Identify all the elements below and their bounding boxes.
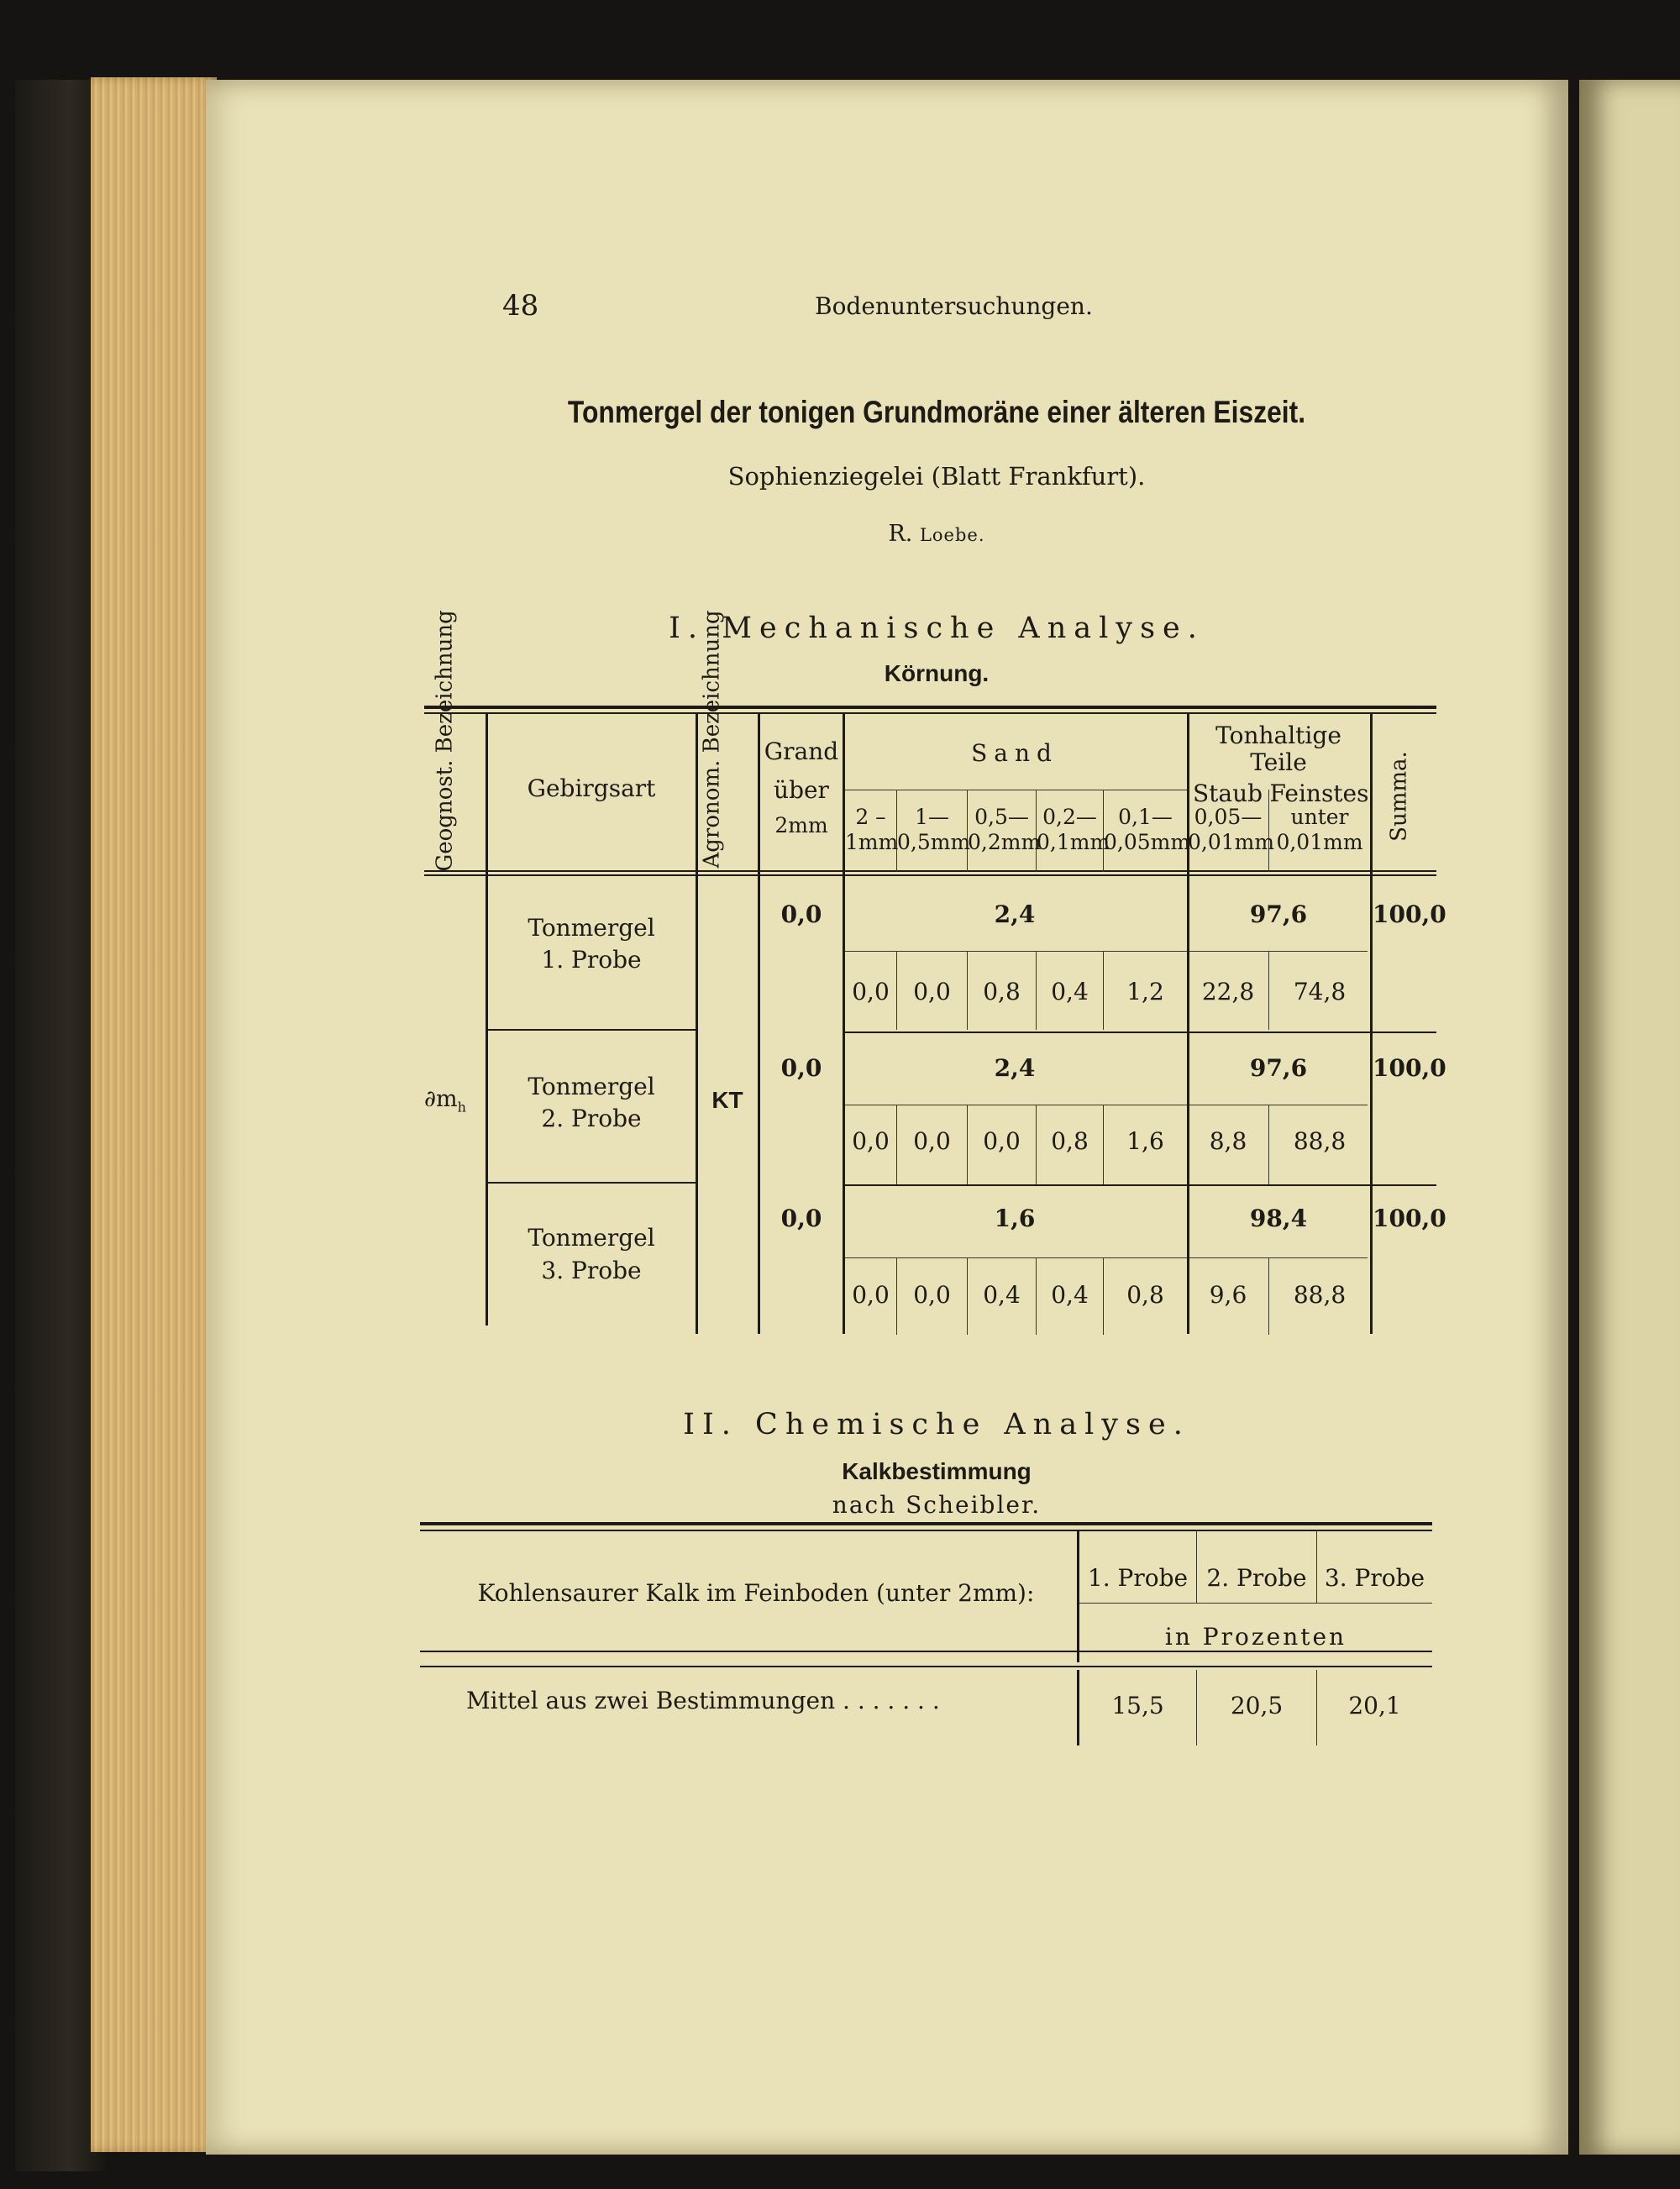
header-tonhaltige: Tonhaltige Teile <box>1215 722 1341 776</box>
header-feinstes: Feinstes <box>1269 780 1369 807</box>
sand-total: 2,4 <box>994 1054 1036 1082</box>
page-edges <box>91 77 217 2152</box>
section-subheading-scheibler: nach Scheibler. <box>832 1491 1042 1519</box>
ton-total: 97,6 <box>1249 1054 1308 1082</box>
section-subheading-kalk: Kalkbestimmung <box>842 1458 1032 1484</box>
sand-col-2-top: 1— <box>915 805 949 829</box>
staub-value: 22,8 <box>1201 978 1255 1005</box>
section-subheading-koernung: Körnung. <box>884 660 990 686</box>
kalk-value: 15,5 <box>1111 1692 1164 1719</box>
header-grand-unit: 2mm <box>774 813 828 837</box>
row-name-1: Tonmergel <box>528 1224 655 1252</box>
grand-value: 0,0 <box>780 1054 822 1082</box>
table-rule <box>420 1522 1432 1525</box>
table-rule <box>486 1182 697 1184</box>
table-rule <box>1079 1603 1432 1604</box>
ton-total: 97,6 <box>1249 900 1308 928</box>
kalk-label: Kohlensaurer Kalk im Feinboden (unter 2mm): <box>477 1579 1035 1607</box>
sand-value: 0,4 <box>983 1281 1021 1309</box>
feinstes-range-top: unter <box>1290 805 1349 829</box>
table-rule <box>843 1257 1368 1258</box>
book-page <box>206 80 1568 2155</box>
table-rule <box>424 712 1436 714</box>
kalk-value: 20,1 <box>1348 1692 1401 1719</box>
probe-header: 1. Probe <box>1087 1564 1189 1592</box>
staub-range-top: 0,05— <box>1194 805 1263 829</box>
staub-value: 8,8 <box>1209 1127 1247 1155</box>
header-summa: Summa. <box>1386 751 1412 842</box>
sand-value: 0,8 <box>1051 1127 1089 1155</box>
sand-col-3-top: 0,5— <box>974 805 1029 829</box>
page-title: Tonmergel der tonigen Grundmoräne einer älteren Eiszeit. <box>567 395 1306 429</box>
feinstes-value: 88,8 <box>1293 1127 1347 1155</box>
sand-value: 0,0 <box>852 1127 890 1155</box>
sand-value: 0,4 <box>1051 1281 1089 1309</box>
probe-header: 3. Probe <box>1324 1564 1425 1592</box>
sand-col-5-bottom: 0,05mm <box>1104 830 1191 854</box>
sand-col-2-bottom: 0,5mm <box>897 830 971 854</box>
table-rule <box>420 1530 1432 1531</box>
page-number: 48 <box>502 289 539 323</box>
feinstes-range-bottom: 0,01mm <box>1276 830 1363 854</box>
ton-total: 98,4 <box>1249 1205 1308 1232</box>
sand-value: 0,0 <box>913 1127 951 1155</box>
sand-value: 0,0 <box>913 1281 951 1309</box>
table-col-rule <box>758 712 760 1334</box>
sand-col-4-top: 0,2— <box>1042 805 1097 829</box>
table-rule <box>424 706 1436 709</box>
table-rule <box>424 870 1436 872</box>
header-staub: Staub <box>1192 780 1263 807</box>
facing-page-edge <box>1579 80 1680 2155</box>
summa-value: 100,0 <box>1373 1205 1446 1232</box>
row-name-2: 2. Probe <box>541 1105 642 1132</box>
grand-value: 0,0 <box>780 1205 822 1232</box>
row-name-2: 1. Probe <box>541 946 642 974</box>
page-subtitle: Sophienziegelei (Blatt Frankfurt). <box>727 462 1146 491</box>
table-col-rule <box>696 712 698 1334</box>
row-name-2: 3. Probe <box>541 1257 642 1284</box>
sand-col-5-top: 0,1— <box>1118 805 1173 829</box>
summa-value: 100,0 <box>1373 1054 1446 1082</box>
table-rule <box>843 951 1368 952</box>
feinstes-value: 88,8 <box>1293 1281 1347 1309</box>
geognost-symbol: $\partial m_h$ <box>424 1086 466 1115</box>
table-rule <box>843 1032 1436 1033</box>
author-name: Loebe. <box>919 525 985 545</box>
sand-col-1-bottom: 1mm <box>845 830 899 854</box>
sand-value: 0,0 <box>983 1127 1021 1155</box>
author-initial: R. <box>888 521 920 547</box>
sand-value: 0,0 <box>852 978 890 1005</box>
header-ueber: über <box>774 776 829 804</box>
sand-total: 2,4 <box>994 900 1036 928</box>
summa-value: 100,0 <box>1373 900 1446 928</box>
kalk-value: 20,5 <box>1230 1692 1284 1719</box>
header-sand: Sand <box>971 739 1058 767</box>
staub-range-bottom: 0,01mm <box>1188 830 1275 854</box>
author <box>504 521 1369 547</box>
table-rule <box>420 1666 1432 1667</box>
header-gebirgsart: Gebirgsart <box>527 774 656 802</box>
sand-value: 0,0 <box>913 978 951 1005</box>
table-rule <box>843 1184 1436 1186</box>
sand-col-4-bottom: 0,1mm <box>1037 830 1110 854</box>
sand-col-3-bottom: 0,2mm <box>968 830 1042 854</box>
sand-value: 0,8 <box>983 978 1021 1005</box>
row-label: Mittel aus zwei Bestimmungen . . . . . . . <box>466 1687 940 1714</box>
section-heading-chemical: II. Chemische Analyse. <box>683 1408 1190 1441</box>
sand-total: 1,6 <box>994 1205 1036 1232</box>
feinstes-value: 74,8 <box>1293 978 1347 1005</box>
agronom-value: KT <box>711 1087 743 1113</box>
row-name-1: Tonmergel <box>528 1073 655 1100</box>
section-heading-mechanical: I. Mechanische Analyse. <box>669 612 1205 645</box>
table-rule <box>424 874 1436 876</box>
header-geognost: Geognost. Bezeichnung <box>432 610 458 872</box>
sand-value: 0,0 <box>852 1281 890 1309</box>
header-grand: Grand <box>764 738 839 765</box>
header-agronom: Agronom. Bezeichnung <box>699 610 725 869</box>
running-head: Bodenuntersuchungen. <box>815 292 1093 320</box>
sand-value: 0,4 <box>1051 978 1089 1005</box>
sand-value: 0,8 <box>1126 1281 1164 1309</box>
sand-value: 1,2 <box>1126 978 1164 1005</box>
sand-col-1-top: 2 – <box>855 805 886 829</box>
probe-header: 2. Probe <box>1206 1564 1307 1592</box>
unit-label: in Prozenten <box>1164 1623 1347 1651</box>
grand-value: 0,0 <box>780 900 822 928</box>
row-name-1: Tonmergel <box>528 914 655 942</box>
table-rule <box>486 1029 697 1031</box>
table-col-rule <box>1370 712 1373 1334</box>
sand-value: 1,6 <box>1126 1127 1164 1155</box>
staub-value: 9,6 <box>1209 1281 1247 1309</box>
